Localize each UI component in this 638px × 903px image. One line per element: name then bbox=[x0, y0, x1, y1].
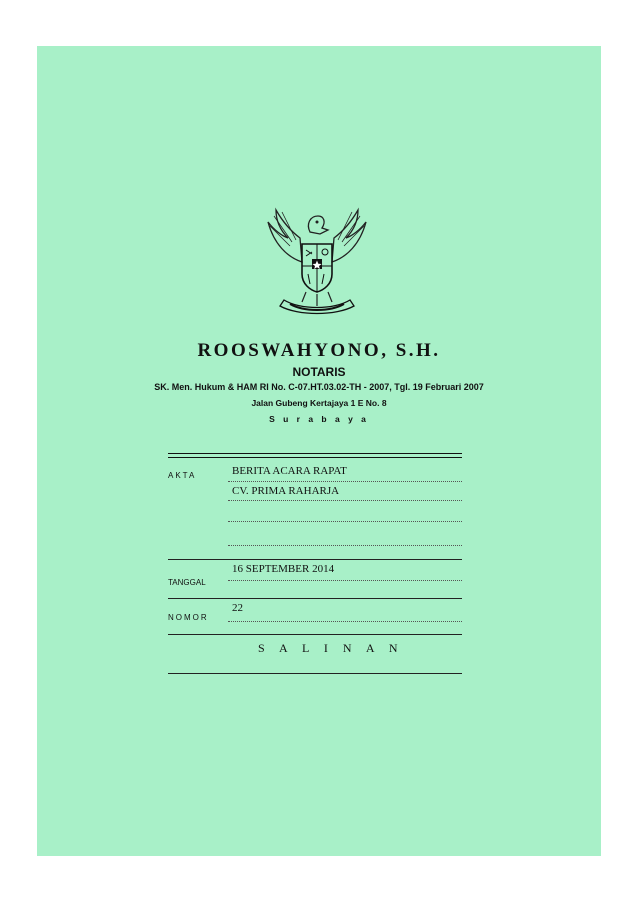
office-address: Jalan Gubeng Kertajaya 1 E No. 8 bbox=[251, 398, 387, 408]
akta-line-1: BERITA ACARA RAPAT bbox=[232, 465, 347, 477]
tanggal-value: 16 SEPTEMBER 2014 bbox=[232, 563, 335, 575]
akta-dotted-4 bbox=[228, 545, 462, 546]
akta-dotted-1 bbox=[228, 481, 462, 482]
nomor-top-rule bbox=[168, 598, 462, 599]
document-sheet bbox=[37, 46, 601, 856]
salinan-top-rule bbox=[168, 634, 462, 635]
office-city: S u r a b a y a bbox=[269, 414, 369, 424]
tanggal-top-rule bbox=[168, 559, 462, 560]
tanggal-dotted bbox=[228, 580, 462, 581]
akta-label: AKTA bbox=[168, 471, 197, 480]
form-top-rule bbox=[168, 453, 462, 454]
garuda-emblem-icon bbox=[262, 202, 372, 317]
nomor-label: NOMOR bbox=[168, 613, 209, 622]
notary-title: NOTARIS bbox=[292, 365, 346, 379]
nomor-value: 22 bbox=[232, 602, 243, 614]
copy-label: S A L I N A N bbox=[258, 641, 404, 655]
akta-dotted-2 bbox=[228, 500, 462, 501]
form-bottom-rule bbox=[168, 673, 462, 674]
decree-reference: SK. Men. Hukum & HAM RI No. C-07.HT.03.02-TH - 2007, Tgl. 19 Februari 2007 bbox=[154, 382, 484, 392]
nomor-dotted bbox=[228, 621, 462, 622]
akta-dotted-3 bbox=[228, 521, 462, 522]
notary-name: ROOSWAHYONO, S.H. bbox=[197, 340, 441, 361]
form-top-rule-2 bbox=[168, 457, 462, 458]
tanggal-label: TANGGAL bbox=[168, 578, 206, 587]
akta-line-2: CV. PRIMA RAHARJA bbox=[232, 485, 340, 497]
